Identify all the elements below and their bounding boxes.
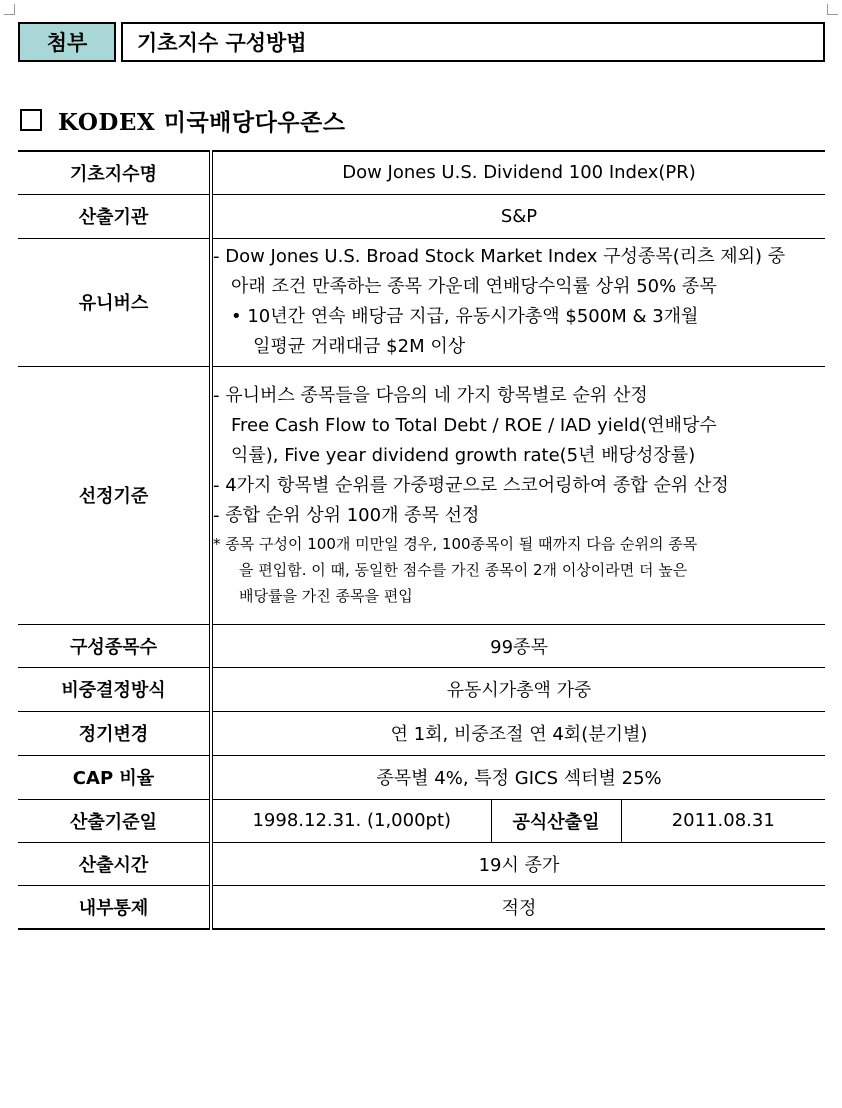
row-value: 99종목 [211, 624, 825, 667]
row-label: 산출시간 [18, 842, 211, 885]
table-row [18, 151, 825, 194]
table-row [18, 799, 825, 842]
page-corner-mark [827, 4, 838, 15]
table-row [18, 755, 825, 799]
selection-line: 익률), Five year dividend growth rate(5년 배당성장률) [231, 445, 696, 466]
table-row [18, 885, 825, 929]
row-value: S&P [211, 194, 825, 238]
row-label: 산출기준일 [18, 799, 211, 842]
checkbox-icon [20, 109, 42, 131]
page-title: 기초지수 구성방법 [121, 22, 825, 62]
section-heading [20, 104, 345, 136]
selection-note: 배당률을 가진 종목을 편입 [239, 587, 413, 605]
row-label: 기초지수명 [18, 151, 211, 194]
universe-line: 아래 조건 만족하는 종목 가운데 연배당수익률 상위 50% 종목 [231, 276, 717, 297]
row-value: 1998.12.31. (1,000pt) [211, 799, 491, 842]
universe-bullet: • 10년간 연속 배당금 지급, 유동시가총액 $500M & 3개월 [231, 306, 699, 327]
universe-line: 일평균 거래대금 $2M 이상 [253, 336, 466, 357]
table-row [18, 238, 825, 366]
row-value: Dow Jones U.S. Dividend 100 Index(PR) [211, 151, 825, 194]
row-label: 정기변경 [18, 711, 211, 755]
row-value [211, 366, 825, 624]
row-value: 종목별 4%, 특정 GICS 섹터별 25% [211, 755, 825, 799]
selection-line: - 유니버스 종목들을 다음의 네 가지 항목별로 순위 산정 [213, 385, 648, 406]
row-value: 19시 종가 [211, 842, 825, 885]
table-row [18, 624, 825, 667]
page-header [18, 22, 825, 62]
row-sub-value: 2011.08.31 [621, 799, 825, 842]
index-info-table [18, 150, 825, 930]
universe-line: - Dow Jones U.S. Broad Stock Market Index 구성종목(리츠 제외) 중 [213, 246, 786, 267]
row-label: 구성종목수 [18, 624, 211, 667]
row-value [211, 238, 825, 366]
selection-line: Free Cash Flow to Total Debt / ROE / IAD yield(연배당수 [231, 415, 717, 436]
row-label: 내부통제 [18, 885, 211, 929]
row-label: 비중결정방식 [18, 667, 211, 711]
row-label: 산출기관 [18, 194, 211, 238]
table-row [18, 667, 825, 711]
row-sub-label: 공식산출일 [491, 799, 621, 842]
table-row [18, 366, 825, 624]
selection-line: - 종합 순위 상위 100개 종목 선정 [213, 505, 480, 526]
row-value: 연 1회, 비중조절 연 4회(분기별) [211, 711, 825, 755]
section-title: KODEX 미국배당다우존스 [58, 108, 346, 136]
row-value: 유동시가총액 가중 [211, 667, 825, 711]
table-row [18, 194, 825, 238]
row-value: 적정 [211, 885, 825, 929]
row-label: CAP 비율 [18, 755, 211, 799]
row-label: 유니버스 [18, 238, 211, 366]
selection-line: - 4가지 항목별 순위를 가중평균으로 스코어링하여 종합 순위 산정 [213, 475, 729, 496]
table-row [18, 711, 825, 755]
selection-note: 을 편입함. 이 때, 동일한 점수를 가진 종목이 2개 이상이라면 더 높은 [239, 561, 688, 579]
page-corner-mark [4, 4, 15, 15]
row-label: 선정기준 [18, 366, 211, 624]
table-row [18, 842, 825, 885]
attachment-tag: 첨부 [18, 22, 116, 62]
selection-note: * 종목 구성이 100개 미만일 경우, 100종목이 될 때까지 다음 순위의 종목 [213, 535, 698, 553]
